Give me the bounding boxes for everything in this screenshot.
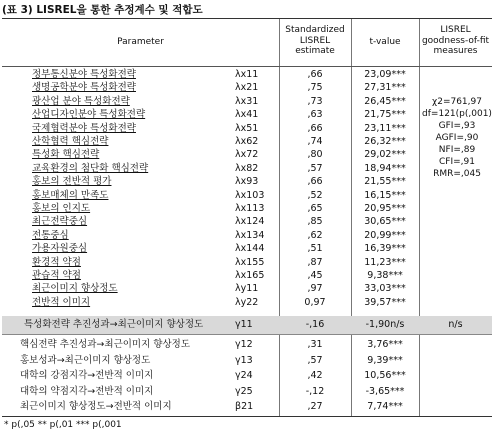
header-separator — [2, 66, 492, 67]
row-estimate: ,51 — [307, 243, 323, 255]
row-tvalue: 33,03*** — [364, 283, 406, 295]
row-label: 대학의 약점지각→전반적 이미지 — [20, 385, 154, 397]
row-param: γ24 — [235, 370, 253, 381]
row-tvalue: 16,15*** — [364, 189, 406, 201]
row-param: λx62 — [235, 136, 259, 147]
row-param: λx144 — [235, 243, 265, 255]
fit-measure: χ2=761,97 — [432, 97, 482, 107]
row-param: λx155 — [235, 256, 265, 268]
row-tvalue: 7,74*** — [367, 401, 403, 412]
row-tvalue: 26,32*** — [364, 136, 406, 147]
row-param: λx113 — [235, 203, 265, 214]
row-estimate: ,63 — [307, 109, 323, 121]
row-estimate: ,97 — [307, 283, 323, 295]
row-estimate: ,57 — [307, 354, 323, 366]
row-tvalue: 9,39*** — [367, 354, 403, 366]
header-tvalue: t-value — [369, 37, 401, 47]
row-tvalue: 23,11*** — [364, 122, 406, 134]
row-param: λx93 — [235, 176, 259, 188]
row-label: 산학협력 핵심전략 — [32, 136, 109, 147]
fit-measure: NFI=,89 — [438, 145, 476, 155]
row-label: 전통중심 — [32, 229, 69, 241]
row-tvalue: 20,95*** — [364, 203, 406, 214]
row-param: λx51 — [235, 122, 259, 134]
fit-measure: AGFI=,90 — [435, 133, 479, 143]
row-estimate: ,45 — [307, 270, 323, 281]
row-param: λx103 — [235, 189, 265, 201]
row-tvalue: 18,94*** — [364, 162, 406, 174]
row-param: λy11 — [235, 283, 259, 295]
row-tvalue: 11,23*** — [364, 256, 406, 268]
row-label: 최근이미지 향상정도 — [32, 283, 118, 295]
row-label: 홍보의 전반적 평가 — [32, 176, 112, 188]
row-label: 특성화전략 추진성과→최근이미지 향상정도 — [24, 319, 204, 330]
row-label: 환경적 약점 — [32, 256, 81, 268]
row-tvalue: -3,65*** — [365, 385, 405, 397]
row-tvalue: 26,45*** — [364, 95, 406, 107]
row-label: 관습적 약점 — [32, 270, 81, 281]
row-estimate: ,62 — [307, 229, 323, 241]
row-estimate: ,85 — [307, 216, 323, 228]
fit-measure: GFI=,93 — [438, 121, 476, 131]
row-estimate: ,74 — [307, 136, 323, 147]
header-parameter: Parameter — [117, 37, 164, 47]
fit-measure: df=121(p(,001) — [422, 109, 492, 119]
row-tvalue: 30,65*** — [364, 216, 406, 228]
row-tvalue: 3,76*** — [367, 339, 403, 350]
row-tvalue: 23,09*** — [364, 69, 406, 80]
row-tvalue: 21,55*** — [364, 176, 406, 188]
row-param: γ11 — [235, 319, 253, 330]
row-tvalue: 29,02*** — [364, 149, 406, 161]
row-param: λx31 — [235, 95, 259, 107]
row-label: 교육환경의 첨단화 핵심전략 — [32, 162, 149, 174]
row-param: γ25 — [235, 385, 253, 397]
row-estimate: ,31 — [307, 339, 323, 350]
row-param: λx21 — [235, 82, 259, 94]
row-label: 홍보매체의 만족도 — [32, 189, 109, 201]
shaded-row — [2, 316, 492, 334]
row-param: λx41 — [235, 109, 259, 121]
row-param: λx72 — [235, 149, 259, 161]
section-separator — [2, 334, 492, 335]
fit-measure: CFI=,91 — [439, 157, 475, 167]
row-param: β21 — [235, 401, 254, 412]
row-label: 가용자원중심 — [32, 243, 88, 255]
row-estimate: ,73 — [307, 95, 323, 107]
row-estimate: ,57 — [307, 162, 323, 174]
row-label: 핵심전략 추진성과→최근이미지 향상정도 — [20, 339, 191, 350]
row-estimate: ,52 — [307, 189, 323, 201]
header-gof: LISREL goodness-of-fit measures — [421, 25, 490, 56]
row-estimate: -,16 — [305, 319, 325, 330]
header-std-estimate: Standardized LISREL estimate — [285, 25, 345, 56]
row-label: 광산업 분야 특성화전략 — [32, 95, 130, 107]
row-estimate: ,27 — [307, 401, 323, 412]
row-tvalue: 9,38*** — [367, 270, 403, 281]
row-estimate: ,87 — [307, 256, 323, 268]
row-label: 홍보의 인지도 — [32, 203, 91, 214]
row-estimate: 0,97 — [304, 296, 326, 308]
row-param: λx124 — [235, 216, 265, 228]
row-param: λx165 — [235, 270, 265, 281]
row-estimate: ,42 — [307, 370, 323, 381]
row-estimate: -,12 — [305, 385, 325, 397]
row-param: λx82 — [235, 162, 259, 174]
significance-footnote: * p(,05 ** p(,01 *** p(,001 — [4, 420, 122, 430]
row-estimate: ,66 — [307, 69, 323, 80]
row-gof: n/s — [448, 319, 463, 330]
row-param: λy22 — [235, 296, 259, 308]
row-estimate: ,80 — [307, 149, 323, 161]
row-label: 최근전략중심 — [32, 216, 88, 228]
row-tvalue: -1,90n/s — [365, 319, 405, 330]
row-tvalue: 16,39*** — [364, 243, 406, 255]
row-label: 전반적 이미지 — [32, 296, 91, 308]
row-estimate: ,75 — [307, 82, 323, 94]
row-label: 정부통신분야 특성화전략 — [32, 69, 136, 80]
row-param: λx134 — [235, 229, 265, 241]
row-tvalue: 39,57*** — [364, 296, 406, 308]
row-label: 특성화 핵심전략 — [32, 149, 100, 161]
table-caption: (표 3) LISREL을 통한 추정계수 및 적합도 — [2, 4, 203, 16]
row-label: 최근이미지 향상정도→전반적 이미지 — [20, 401, 172, 412]
row-tvalue: 10,56*** — [364, 370, 406, 381]
column-divider — [419, 19, 420, 416]
row-param: γ12 — [235, 339, 253, 350]
row-tvalue: 21,75*** — [364, 109, 406, 121]
row-label: 홍보성과→최근이미지 향상정도 — [20, 354, 151, 366]
estimate-table — [2, 18, 492, 417]
row-tvalue: 27,31*** — [364, 82, 406, 94]
row-label: 산업디자인분야 특성화전략 — [32, 109, 146, 121]
row-estimate: ,66 — [307, 176, 323, 188]
row-param: γ13 — [235, 354, 253, 366]
row-label: 국제협력분야 특성화전략 — [32, 122, 136, 134]
row-param: λx11 — [235, 69, 259, 80]
row-estimate: ,66 — [307, 122, 323, 134]
fit-measure: RMR=,045 — [433, 169, 481, 179]
row-tvalue: 20,99*** — [364, 229, 406, 241]
row-label: 대학의 강점지각→전반적 이미지 — [20, 370, 154, 381]
row-estimate: ,65 — [307, 203, 323, 214]
row-label: 생명공학분야 특성화전략 — [32, 82, 136, 94]
